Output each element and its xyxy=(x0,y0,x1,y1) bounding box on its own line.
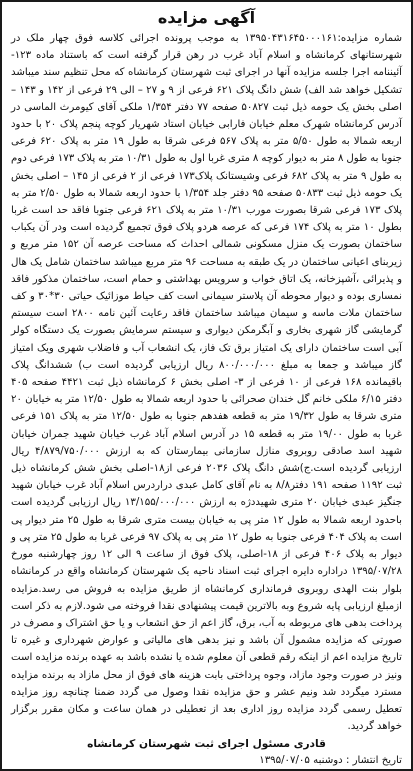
notice-signature: قادری مسئول اجرای ثبت شهرستان کرمانشاه xyxy=(87,738,326,751)
notice-title: آگهی مزایده xyxy=(157,8,256,27)
publication-date: تاریخ انتشار : دوشنبه ۱۳۹۵/۰۷/۰۵ xyxy=(259,755,402,767)
notice-body: شماره مزایده:۱۳۹۵۰۴۳۱۶۴۵۰۰۰۱۶۱ به موجب پرونده اجرائی کلاسه فوق چهار ملک در شهرستانهای کرمانشاه و اسلام آباد غرب در رهن قرار گرفته است که باستناد ماده ۱۲۳- آئیننامه اجرا جلسه مزایده آنها در اجرای ثبت شهرستان کرمانشاه که محل تنظیم سند میباشد تشکیل خواهد شد الف) شش دانگ پلاک ۶۲۱ فرعی از ۹ و ۲۷ – الی ۲۹ فرعی از ۱۴۲ و ۱۴۳ – اصلی بخش یک حومه ذیل ثبت ۵۰۸۲۷ صفحه ۷۷ دفتر ۱/۳۵۴ ملکی آقای کیومرث الماسی در آدرس کرمانشاه شهرک معلم خیابان فارابی خیابان استاد شهریار کوچه پنجم پلاک ۲۰ با حدود اربعه شمالا به طول ۵/۵۰ متر به پلاک ۵۶۷ فرعی شرقا به طول ۱۹ متر به پلاک ۶۲۰ فرعی جنوبا به طول ۸ متر به دیوار کوچه ۸ متری غربا اول به طول ۱۰/۳۱ متر به پلاک ۱۷۳ فرعی دوم به طول ۹ متر به پلاک ۶۸۲ فرعی وشیستانک پلاک۱۷۳ فرعی از ۲ فرعی از ۱۴۵ – اصلی بخش یک حومه ذیل ثبت ۵۰۸۳۳ صفحه ۹۵ دفتر جلد ۱/۳۵۴ با حدود اربعه شمالا به طول ۲/۵۰ متر به پلاک ۱۷۳ فرعی شرقا بصورت مورب ۱۰/۳۱ متر به پلاک ۶۲۱ فرعی جنوبا فاقد حد است غربا بطول ۱۰ متر به پلاک ۱۷۴ فرعی که عرصه هردو پلاک فوق تجمیع گردیده است ودر آن یکباب ساختمان بصورت یک منزل مسکونی شمالی احداث که مساحت عرصه آن ۱۵۲ متر مربع و زیربنای اعیانی ساختمان در یک طبقه به مساحت ۹۶ متر مربع میباشد ساختمان شامل یک هال و پذیرائی ،آشپزخانه، یک اتاق خواب و سرویس بهداشتی و حمام است، ساختمان مذکور فاقد نمساری بوده و دیوار محوطه آن پلاستر سیمانی است کف حیاط موزائیک حیاتی ۳۰*۳۰ و کف ساختمان ملات ماسه و سیمان میباشد ساختمان فاقد رعایت آئین نامه ۲۸۰۰ است سیستم گرمایشی گاز شهری بخاری و آبگرمکن دیواری و سیستم سرمایش بصورت یک دستگاه کولر آبی است ساختمان دارای یک امتیاز برق تک فاز، یک انشعاب آب و فاضلاب شهری ویک امتیاز گاز میباشد و جمعا به مبلغ ۸۰۰/۰۰۰/۰۰۰ ریال ارزیابی گردیده است ب) ششدانگ پلاک باقیمانده ۱۶۸ فرعی از ۱۰ فرعی از ۳- اصلی بخش ۶ کرمانشاه ذیل ثبت ۴۴۲۱ صفحه ۴۰۵ دفتر ۶/۱۵ ملکی خانم گل خندان صحرائی با حدود اربعه شمالا به طول ۱۲/۵۰ متر به خیابان ۲۰ متری شرقا به طول ۱۹/۳۲ متر به قطعه هفدهم جنوبا به طول ۱۲/۵۰ متر به پلاک ۱۵۱ فرعی غربا به طول ۱۹/۰۰ متر به قطعه ۱۵ در آدرس اسلام آباد غرب خیابان شهید جمران خیابان شهید اسد صادقی روبروی منازل سازمانی بیمارستان که به ارزش ۴/۸۷۹/۷۵۰/۰۰۰ ریال ارزیابی گردیده است.ج)شش دانگ پلاک ۲۰۳۶ فرعی از۱۸-اصلی بخش شش کرمانشاه ذیل ثبت ۱۱۹۲ صفحه ۱۹۱ دفتر۸/۸ به نام آقای کامل عبدی دراردرس اسلام آباد غرب خیابان شهید جنگیز عبدی خیابان ۲۰ متری شهیددژه به ارزش ۱۳/۱۵۵/۰۰۰/۰۰۰ ریال ارزیابی گردیده است باحدود اربعه شمالا به طول ۱۲ متر پی به خیابان بیست متری شرقا به طول ۲۵ متر دیوار پی است به پلاک ۴۰۴ فرعی جنوبا به طول ۱۲ متر پی به پلاک ۹۷ فرعی غربا به طول ۲۵ متر پی و دیوار به پلاک ۴۰۶ فرعی از ۱۸-اصلی، پلاک فوق از ساعت ۹ الی ۱۲ روز چهارشنبه مورخ ۱۳۹۵/۰۷/۲۸ دراداره دایره اجرای ثبت اسناد ناحیه یک شهرستان کرمانشاه واقع در کرمانشاه بلوار بنت الهدی روبروی فرمانداری کرمانشاه از طریق مزایده به فروش می رسد.مزایده ازمبلغ ارزیابی پایه شروع وبه بالاترین قیمت پیشنهادی نقدا فروخته می شود.لازم به ذکر است پرداخت بدهی های مربوطه به آب، برق، گاز اعم از حق انشعاب و یا حق اشتراک و مصرف در صورتی که مزایده مشمول آن باشد و نیز بدهی های مالیاتی و عوارض شهرداری و غیره تا تاریخ مزایده اعم از اینکه رقم قطعی آن معلوم شده یا نشده باشد به عهده برنده مزایده است ونیز در صورت وجود مازاد، وجوه پرداختی بابت هزینه های فوق از محل مازاد به برنده مزایده مسترد میگردد شد ونیم عشر و حق مزایده نقدا وصول می گردد ضمنا چنانچه روز مزایده تعطیل رسمی گردد مزایده روز اداری بعد از تعطیلی در همان ساعت و مکان مقرر برگزار خواهد گردید. xyxy=(11,33,403,733)
